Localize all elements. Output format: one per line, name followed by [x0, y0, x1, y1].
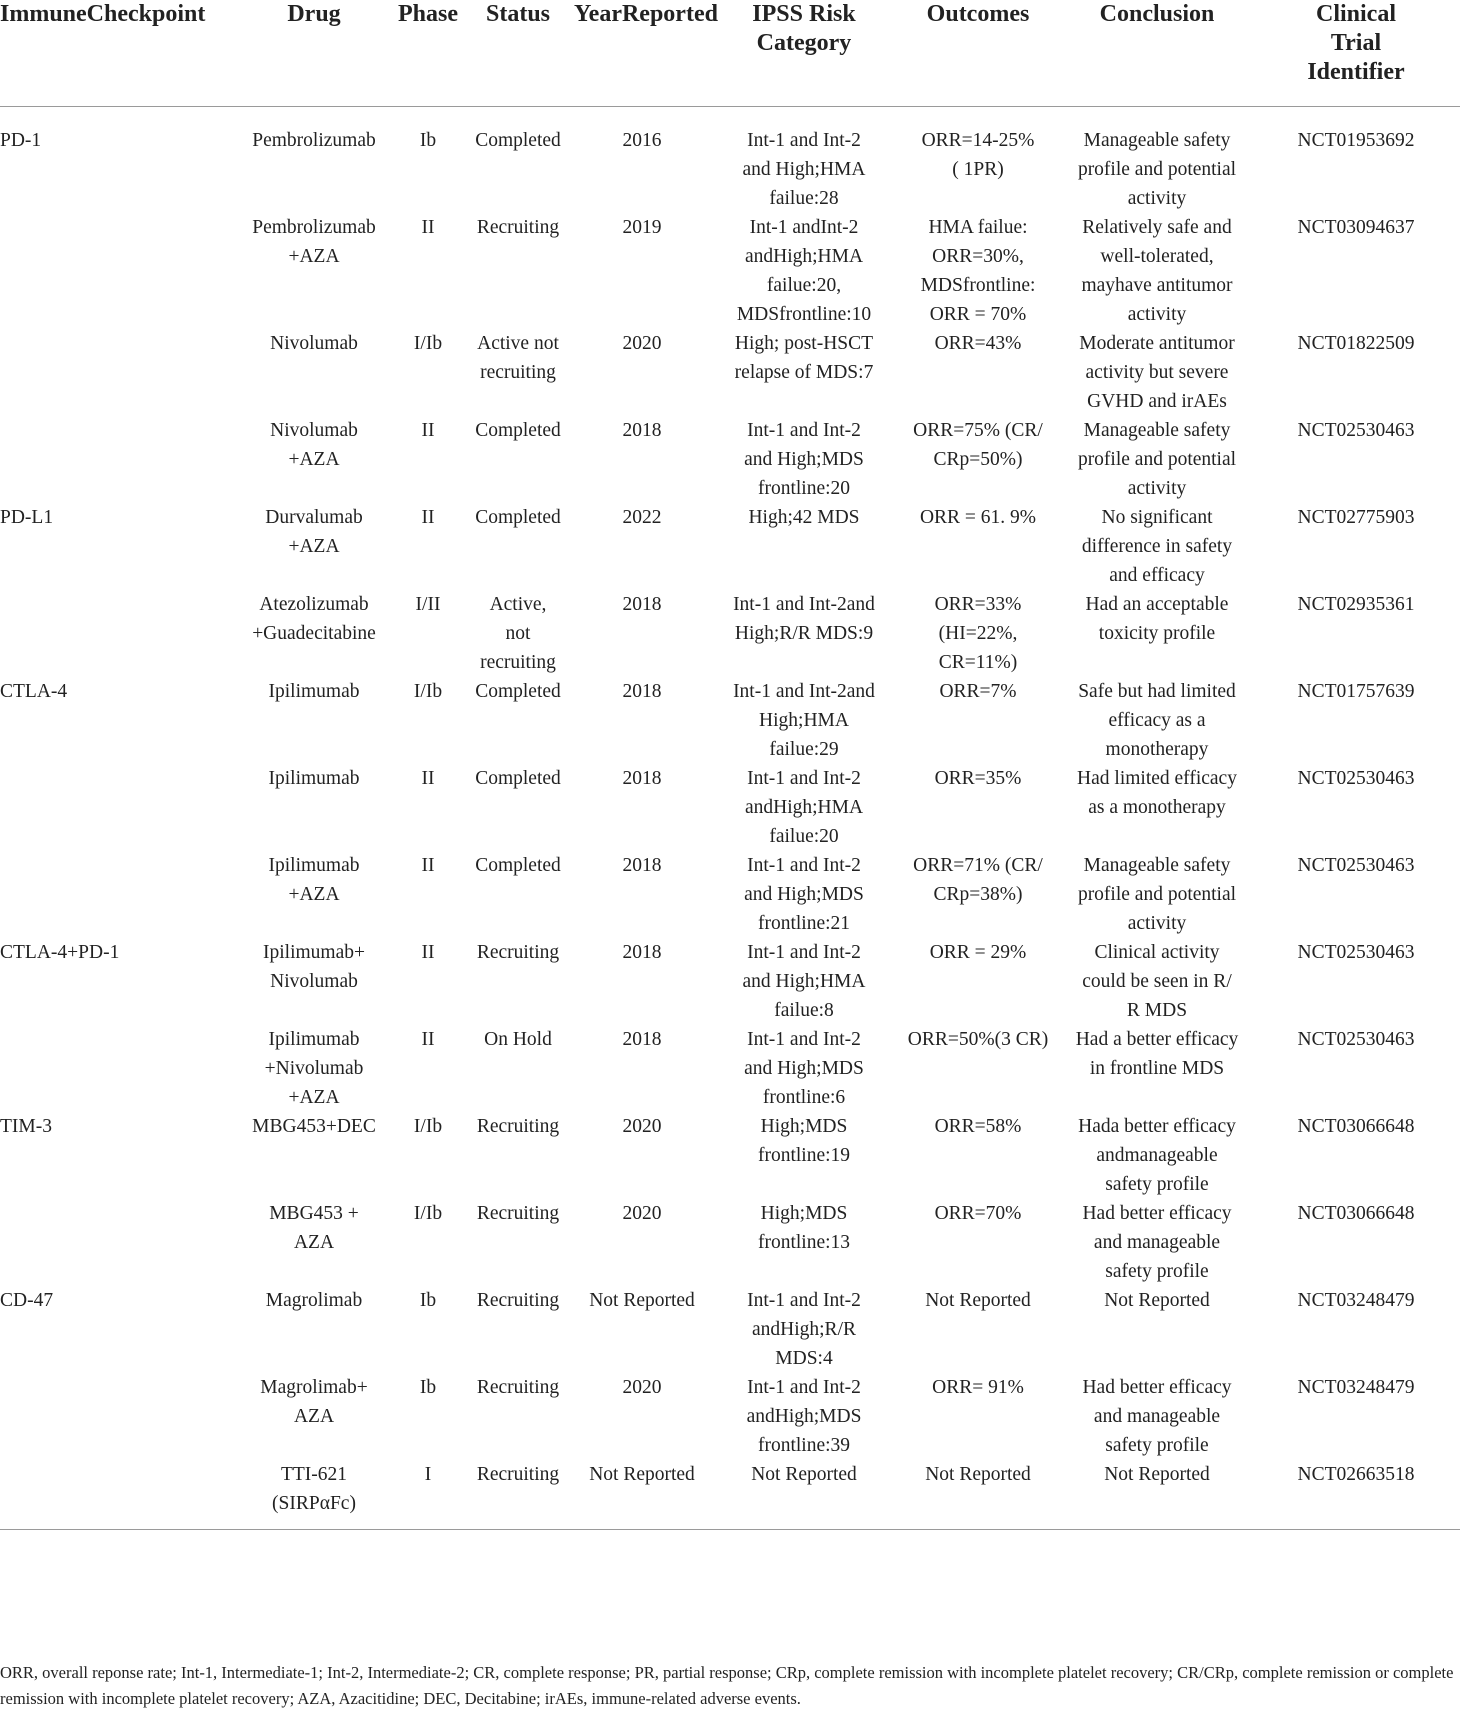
trial-identifier-cell: NCT03248479	[1297, 1289, 1415, 1311]
ipss-risk-cell: Not Reported	[751, 1463, 857, 1485]
phase-cell: Ib	[419, 1376, 437, 1398]
drug-cell: Ipilimumab	[268, 680, 360, 702]
header-clinical-trial-identifier: Clinical Trial Identifier	[1307, 1, 1405, 85]
immune-checkpoint-cell	[0, 1025, 238, 1112]
table-row	[0, 1025, 1460, 1112]
ipss-risk-cell: Int-1 and Int-2and High;HMA failue:29	[733, 680, 875, 760]
header-conclusion: Conclusion	[1099, 1, 1215, 27]
conclusion-cell: Hada better efficacy andmanageable safety profile	[1078, 1115, 1236, 1195]
immune-checkpoint-cell: TIM-3	[0, 1115, 52, 1137]
outcomes-cell: ORR=7%	[939, 680, 1017, 702]
trial-identifier-cell: NCT03066648	[1297, 1115, 1415, 1137]
trial-identifier-cell: NCT02530463	[1297, 854, 1415, 876]
table-row	[0, 329, 1460, 416]
year-reported-cell: 2020	[622, 332, 662, 354]
table-row	[0, 1460, 1460, 1530]
header-immune-checkpoint: ImmuneCheckpoint	[0, 1, 206, 27]
conclusion-cell: Not Reported	[1104, 1289, 1210, 1311]
drug-cell: Durvalumab +AZA	[265, 506, 363, 557]
status-cell: Completed	[475, 854, 561, 876]
conclusion-cell: Had an acceptable toxicity profile	[1085, 593, 1229, 644]
immune-checkpoint-cell	[0, 1460, 238, 1530]
conclusion-cell: No significant difference in safety and efficacy	[1081, 506, 1233, 586]
phase-cell: I/Ib	[413, 332, 443, 354]
year-reported-cell: 2020	[622, 1202, 662, 1224]
status-cell: Completed	[475, 767, 561, 789]
header-year-reported: YearReported	[574, 1, 718, 27]
header-drug: Drug	[287, 1, 341, 27]
outcomes-cell: HMA failue: ORR=30%, MDSfrontline: ORR = 70%	[920, 216, 1036, 325]
table-body	[0, 106, 1460, 1530]
trial-identifier-cell: NCT03066648	[1297, 1202, 1415, 1224]
immune-checkpoint-cell: CD-47	[0, 1289, 54, 1311]
trial-identifier-cell: NCT03094637	[1297, 216, 1415, 238]
drug-cell: Pembrolizumab +AZA	[252, 216, 376, 267]
conclusion-cell: Manageable safety profile and potential activity	[1077, 854, 1237, 934]
drug-cell: Magrolimab+ AZA	[260, 1376, 368, 1427]
trial-identifier-cell: NCT01757639	[1297, 680, 1415, 702]
outcomes-cell: Not Reported	[925, 1289, 1031, 1311]
ipss-risk-cell: Int-1 and Int-2 andHigh;HMA failue:20	[744, 767, 864, 847]
ipss-risk-cell: Int-1 and Int-2 andHigh;MDS frontline:39	[746, 1376, 862, 1456]
phase-cell: II	[421, 419, 435, 441]
conclusion-cell: Clinical activity could be seen in R/ R MDS	[1082, 941, 1232, 1021]
ipss-risk-cell: High; post-HSCT relapse of MDS:7	[734, 332, 874, 383]
conclusion-cell: Had better efficacy and manageable safety profile	[1082, 1376, 1232, 1456]
phase-cell: II	[421, 216, 435, 238]
status-cell: Active not recruiting	[477, 332, 559, 383]
status-cell: Recruiting	[476, 1463, 560, 1485]
phase-cell: II	[421, 767, 435, 789]
status-cell: Recruiting	[476, 1376, 560, 1398]
drug-cell: Nivolumab	[270, 332, 358, 354]
outcomes-cell: ORR = 29%	[929, 941, 1027, 963]
trial-identifier-cell: NCT03248479	[1297, 1376, 1415, 1398]
conclusion-cell: Had better efficacy and manageable safety profile	[1082, 1202, 1232, 1282]
year-reported-cell: 2018	[622, 593, 662, 615]
ipss-risk-cell: Int-1 and Int-2 and High;HMA failue:28	[742, 129, 866, 209]
year-reported-cell: 2019	[622, 216, 662, 238]
trial-identifier-cell: NCT02530463	[1297, 419, 1415, 441]
outcomes-cell: ORR=50%(3 CR)	[907, 1028, 1049, 1050]
table-row	[0, 106, 1460, 213]
ipss-risk-cell: Int-1 and Int-2 and High;MDS frontline:20	[744, 419, 864, 499]
drug-cell: Ipilimumab	[268, 767, 360, 789]
year-reported-cell: 2018	[622, 680, 662, 702]
ipss-risk-cell: Int-1 and Int-2 and High;HMA failue:8	[742, 941, 866, 1021]
ipss-risk-cell: High;MDS frontline:19	[757, 1115, 851, 1166]
immune-checkpoint-cell: PD-1	[0, 129, 42, 151]
immune-checkpoint-cell	[0, 1373, 238, 1460]
year-reported-cell: Not Reported	[589, 1289, 695, 1311]
immune-checkpoint-cell	[0, 416, 238, 503]
status-cell: Recruiting	[476, 941, 560, 963]
drug-cell: Ipilimumab+ Nivolumab	[263, 941, 365, 992]
outcomes-cell: ORR=71% (CR/ CRp=38%)	[913, 854, 1043, 905]
phase-cell: II	[421, 506, 435, 528]
trial-identifier-cell: NCT02530463	[1297, 767, 1415, 789]
phase-cell: II	[421, 854, 435, 876]
conclusion-cell: Not Reported	[1104, 1463, 1210, 1485]
year-reported-cell: 2016	[622, 129, 662, 151]
outcomes-cell: ORR=14-25% ( 1PR)	[921, 129, 1035, 180]
conclusion-cell: Safe but had limited efficacy as a monotherapy	[1078, 680, 1236, 760]
trial-identifier-cell: NCT02663518	[1297, 1463, 1415, 1485]
conclusion-cell: Had limited efficacy as a monotherapy	[1077, 767, 1237, 818]
year-reported-cell: 2020	[622, 1376, 662, 1398]
drug-cell: MBG453 + AZA	[269, 1202, 359, 1253]
ipss-risk-cell: Int-1 andInt-2 andHigh;HMA failue:20, MDSfrontline:10	[736, 216, 872, 325]
year-reported-cell: 2018	[622, 419, 662, 441]
immune-checkpoint-cell: PD-L1	[0, 506, 54, 528]
status-cell: Recruiting	[476, 1115, 560, 1137]
immune-checkpoint-cell	[0, 213, 238, 329]
table-row	[0, 938, 1460, 1025]
status-cell: Completed	[475, 506, 561, 528]
ipss-risk-cell: High;42 MDS	[748, 506, 860, 528]
ipss-risk-cell: Int-1 and Int-2 and High;MDS frontline:6	[744, 1028, 864, 1108]
outcomes-cell: ORR=75% (CR/ CRp=50%)	[913, 419, 1043, 470]
phase-cell: Ib	[419, 1289, 437, 1311]
conclusion-cell: Relatively safe and well-tolerated, mayhave antitumor activity	[1081, 216, 1233, 325]
status-cell: Completed	[475, 419, 561, 441]
immune-checkpoint-cell	[0, 329, 238, 416]
outcomes-cell: ORR= 91%	[932, 1376, 1024, 1398]
table-row	[0, 416, 1460, 503]
conclusion-cell: Manageable safety profile and potential activity	[1077, 129, 1237, 209]
immune-checkpoint-cell: CTLA-4+PD-1	[0, 941, 120, 963]
table-row	[0, 1199, 1460, 1286]
status-cell: Completed	[475, 129, 561, 151]
year-reported-cell: 2020	[622, 1115, 662, 1137]
header-ipss-risk-category: IPSS Risk Category	[752, 1, 856, 56]
trial-identifier-cell: NCT02530463	[1297, 1028, 1415, 1050]
status-cell: On Hold	[484, 1028, 552, 1050]
table-row	[0, 590, 1460, 677]
phase-cell: I/II	[415, 593, 441, 615]
table-row	[0, 213, 1460, 329]
drug-cell: Nivolumab +AZA	[270, 419, 358, 470]
status-cell: Completed	[475, 680, 561, 702]
phase-cell: I/Ib	[413, 680, 443, 702]
ipss-risk-cell: High;MDS frontline:13	[757, 1202, 851, 1253]
ipss-risk-cell: Int-1 and Int-2 andHigh;R/R MDS:4	[747, 1289, 861, 1369]
year-reported-cell: 2022	[622, 506, 662, 528]
header-phase: Phase	[398, 1, 458, 27]
drug-cell: MBG453+DEC	[252, 1115, 376, 1137]
outcomes-cell: ORR=35%	[934, 767, 1022, 789]
drug-cell: Magrolimab	[265, 1289, 363, 1311]
table-row	[0, 851, 1460, 938]
status-cell: Recruiting	[476, 216, 560, 238]
conclusion-cell: Manageable safety profile and potential activity	[1077, 419, 1237, 499]
outcomes-cell: ORR=70%	[934, 1202, 1022, 1224]
trial-identifier-cell: NCT02530463	[1297, 941, 1415, 963]
immune-checkpoint-cell: CTLA-4	[0, 680, 68, 702]
immune-checkpoint-cell	[0, 851, 238, 938]
drug-cell: TTI-621 (SIRPαFc)	[272, 1463, 356, 1514]
drug-cell: Pembrolizumab	[252, 129, 376, 151]
year-reported-cell: 2018	[622, 854, 662, 876]
trial-identifier-cell: NCT01953692	[1297, 129, 1415, 151]
outcomes-cell: Not Reported	[925, 1463, 1031, 1485]
phase-cell: I	[424, 1463, 432, 1485]
header-status: Status	[485, 1, 551, 27]
drug-cell: Ipilimumab +Nivolumab +AZA	[264, 1028, 364, 1108]
immune-checkpoint-cell	[0, 764, 238, 851]
trial-identifier-cell: NCT02775903	[1297, 506, 1415, 528]
status-cell: Recruiting	[476, 1289, 560, 1311]
outcomes-cell: ORR = 61. 9%	[919, 506, 1037, 528]
table-row	[0, 503, 1460, 590]
year-reported-cell: 2018	[622, 1028, 662, 1050]
year-reported-cell: 2018	[622, 941, 662, 963]
immune-checkpoint-cell	[0, 1199, 238, 1286]
phase-cell: Ib	[419, 129, 437, 151]
trial-identifier-cell: NCT02935361	[1297, 593, 1415, 615]
ipss-risk-cell: Int-1 and Int-2and High;R/R MDS:9	[733, 593, 875, 644]
table-header	[0, 0, 1460, 106]
conclusion-cell: Had a better efficacy in frontline MDS	[1075, 1028, 1239, 1079]
table-row	[0, 1286, 1460, 1373]
conclusion-cell: Moderate antitumor activity but severe GVHD and irAEs	[1079, 332, 1235, 412]
table-row	[0, 764, 1460, 851]
drug-cell: Atezolizumab +Guadecitabine	[252, 593, 376, 644]
table-row	[0, 677, 1460, 764]
year-reported-cell: Not Reported	[589, 1463, 695, 1485]
table-row	[0, 1373, 1460, 1460]
ipss-risk-cell: Int-1 and Int-2 and High;MDS frontline:21	[744, 854, 864, 934]
outcomes-cell: ORR=58%	[934, 1115, 1022, 1137]
status-cell: Active, not recruiting	[480, 593, 556, 673]
phase-cell: I/Ib	[413, 1202, 443, 1224]
phase-cell: II	[421, 1028, 435, 1050]
outcomes-cell: ORR=43%	[934, 332, 1022, 354]
drug-cell: Ipilimumab +AZA	[268, 854, 360, 905]
table-footnote: ORR, overall reponse rate; Int-1, Intermediate-1; Int-2, Intermediate-2; CR, complete response; PR, partial response; CRp, complete remission with incomplete platelet recovery; CR/CRp, complete remission or complete remission with incomplete platelet recovery; AZA, Azacitidine; DEC, Decitabine; irAEs, immune-related adverse events.	[0, 1663, 1454, 1708]
phase-cell: II	[421, 941, 435, 963]
phase-cell: I/Ib	[413, 1115, 443, 1137]
year-reported-cell: 2018	[622, 767, 662, 789]
outcomes-cell: ORR=33% (HI=22%, CR=11%)	[934, 593, 1022, 673]
header-outcomes: Outcomes	[926, 1, 1030, 27]
status-cell: Recruiting	[476, 1202, 560, 1224]
table-row	[0, 1112, 1460, 1199]
trial-identifier-cell: NCT01822509	[1297, 332, 1415, 354]
immune-checkpoint-cell	[0, 590, 238, 677]
